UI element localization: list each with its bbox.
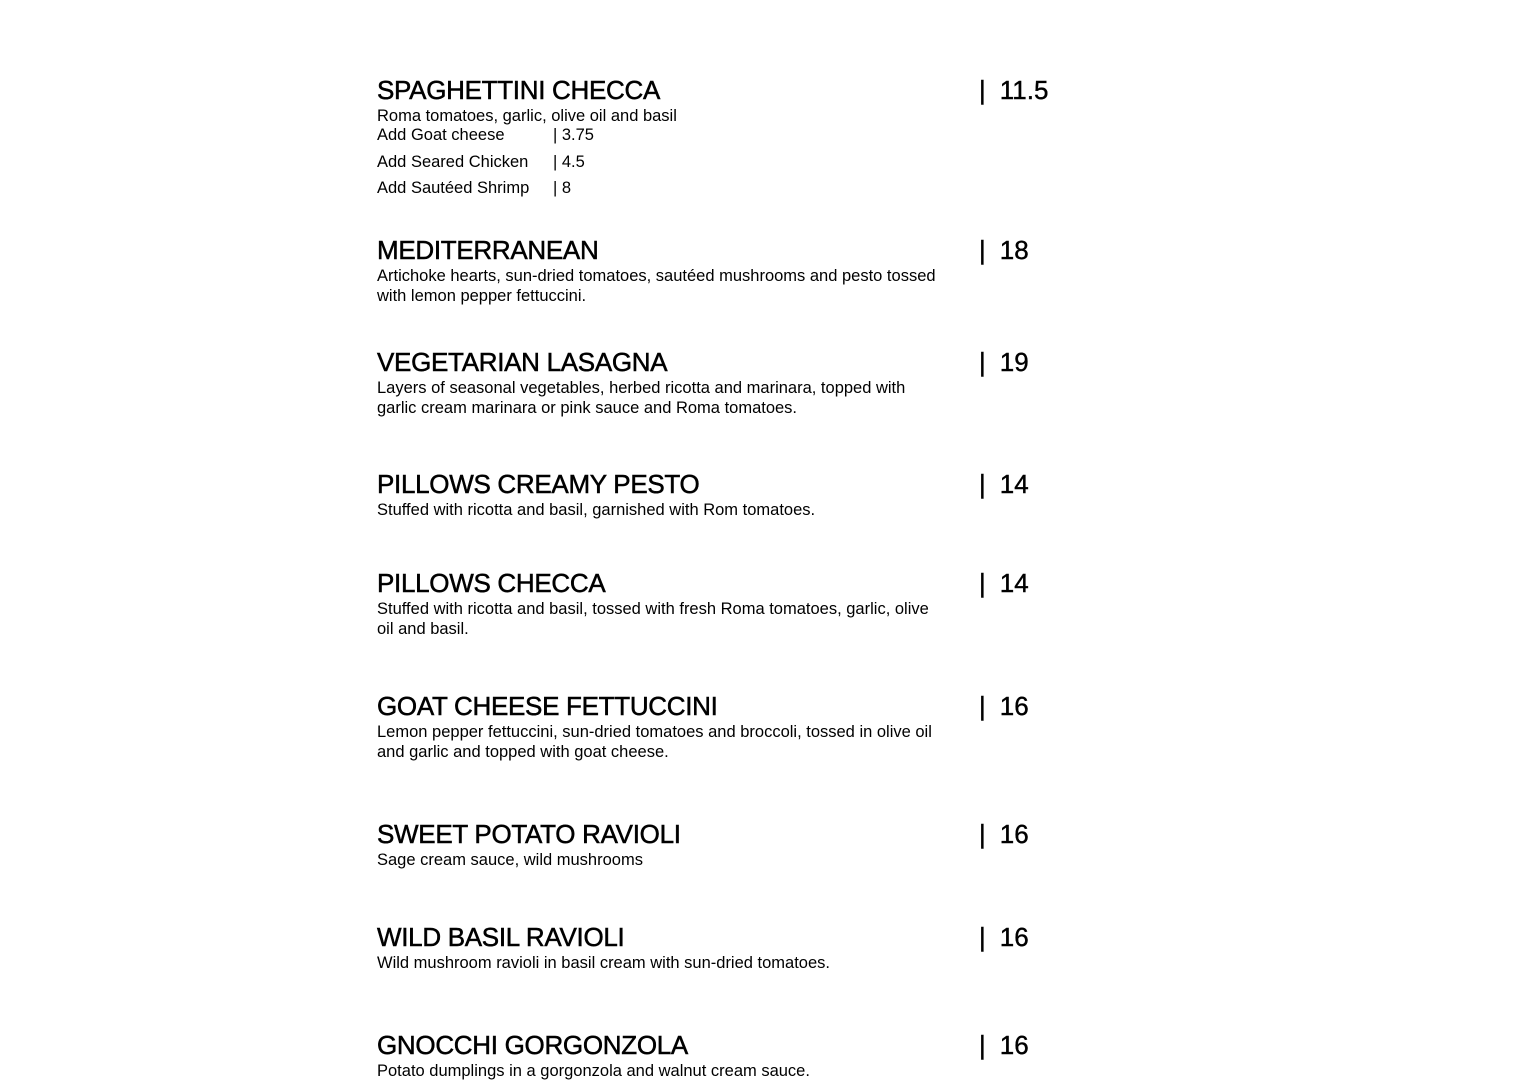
item-description: Artichoke hearts, sun-dried tomatoes, sautéed mushrooms and pesto tossed with lemon pepper fettuccini.: [377, 267, 936, 305]
item-price-value: 14: [999, 568, 1029, 598]
item-description: Sage cream sauce, wild mushrooms: [377, 851, 643, 869]
item-name: SPAGHETTINI CHECCA: [377, 75, 661, 105]
item-price: [979, 347, 1029, 377]
item-name: MEDITERRANEAN: [377, 235, 599, 265]
item-price-value: 11.5: [999, 75, 1049, 105]
price-separator: |: [979, 691, 986, 721]
price-separator: |: [979, 1030, 986, 1060]
price-separator: |: [979, 469, 986, 499]
item-description: Stuffed with ricotta and basil, tossed with fresh Roma tomatoes, garlic, olive oil and basil.: [377, 600, 929, 638]
item-price: [979, 819, 1029, 849]
price-separator: |: [979, 75, 986, 105]
price-separator: |: [979, 347, 986, 377]
item-price-value: 18: [999, 235, 1029, 265]
item-description: Wild mushroom ravioli in basil cream with sun-dried tomatoes.: [377, 954, 830, 972]
item-price: [979, 691, 1029, 721]
addon-label: Add Sautéed Shrimp: [377, 179, 530, 197]
item-description: Potato dumplings in a gorgonzola and walnut cream sauce.: [377, 1062, 810, 1080]
item-name: VEGETARIAN LASAGNA: [377, 347, 668, 377]
item-name: PILLOWS CREAMY PESTO: [377, 469, 700, 499]
item-price-value: 19: [999, 347, 1029, 377]
price-separator: |: [979, 235, 986, 265]
item-price-value: 14: [999, 469, 1029, 499]
price-separator: |: [979, 922, 986, 952]
price-separator: |: [979, 819, 986, 849]
item-price: [979, 75, 1048, 105]
item-name: SWEET POTATO RAVIOLI: [377, 819, 681, 849]
item-name: PILLOWS CHECCA: [377, 568, 606, 598]
item-price: [979, 568, 1029, 598]
item-name: WILD BASIL RAVIOLI: [377, 922, 625, 952]
item-price: [979, 235, 1029, 265]
addon-label: Add Seared Chicken: [377, 152, 529, 171]
item-price: [979, 469, 1029, 499]
item-name: GOAT CHEESE FETTUCCINI: [377, 691, 718, 721]
addon-price: | 3.75: [553, 126, 594, 144]
item-description: Roma tomatoes, garlic, olive oil and basil: [377, 107, 677, 125]
addon-label: Add Goat cheese: [377, 126, 505, 144]
item-price-value: 16: [999, 922, 1029, 952]
addon-price: | 8: [553, 179, 572, 197]
item-price-value: 16: [999, 691, 1029, 721]
item-price: [979, 1030, 1029, 1060]
item-price-value: 16: [999, 819, 1029, 849]
item-name: GNOCCHI GORGONZOLA: [377, 1030, 688, 1060]
item-description: Stuffed with ricotta and basil, garnished with Rom tomatoes.: [377, 501, 816, 519]
item-price-value: 16: [999, 1030, 1029, 1060]
menu-list: [377, 0, 1077, 1090]
item-description: Layers of seasonal vegetables, herbed ricotta and marinara, topped with garlic cream marinara or pink sauce and Roma tomatoes.: [377, 379, 906, 417]
addon-price: | 4.5: [553, 152, 585, 171]
price-separator: |: [979, 568, 986, 598]
item-price: [979, 922, 1029, 952]
item-description: Lemon pepper fettuccini, sun-dried tomatoes and broccoli, tossed in olive oil and garlic and topped with goat cheese.: [377, 723, 932, 761]
